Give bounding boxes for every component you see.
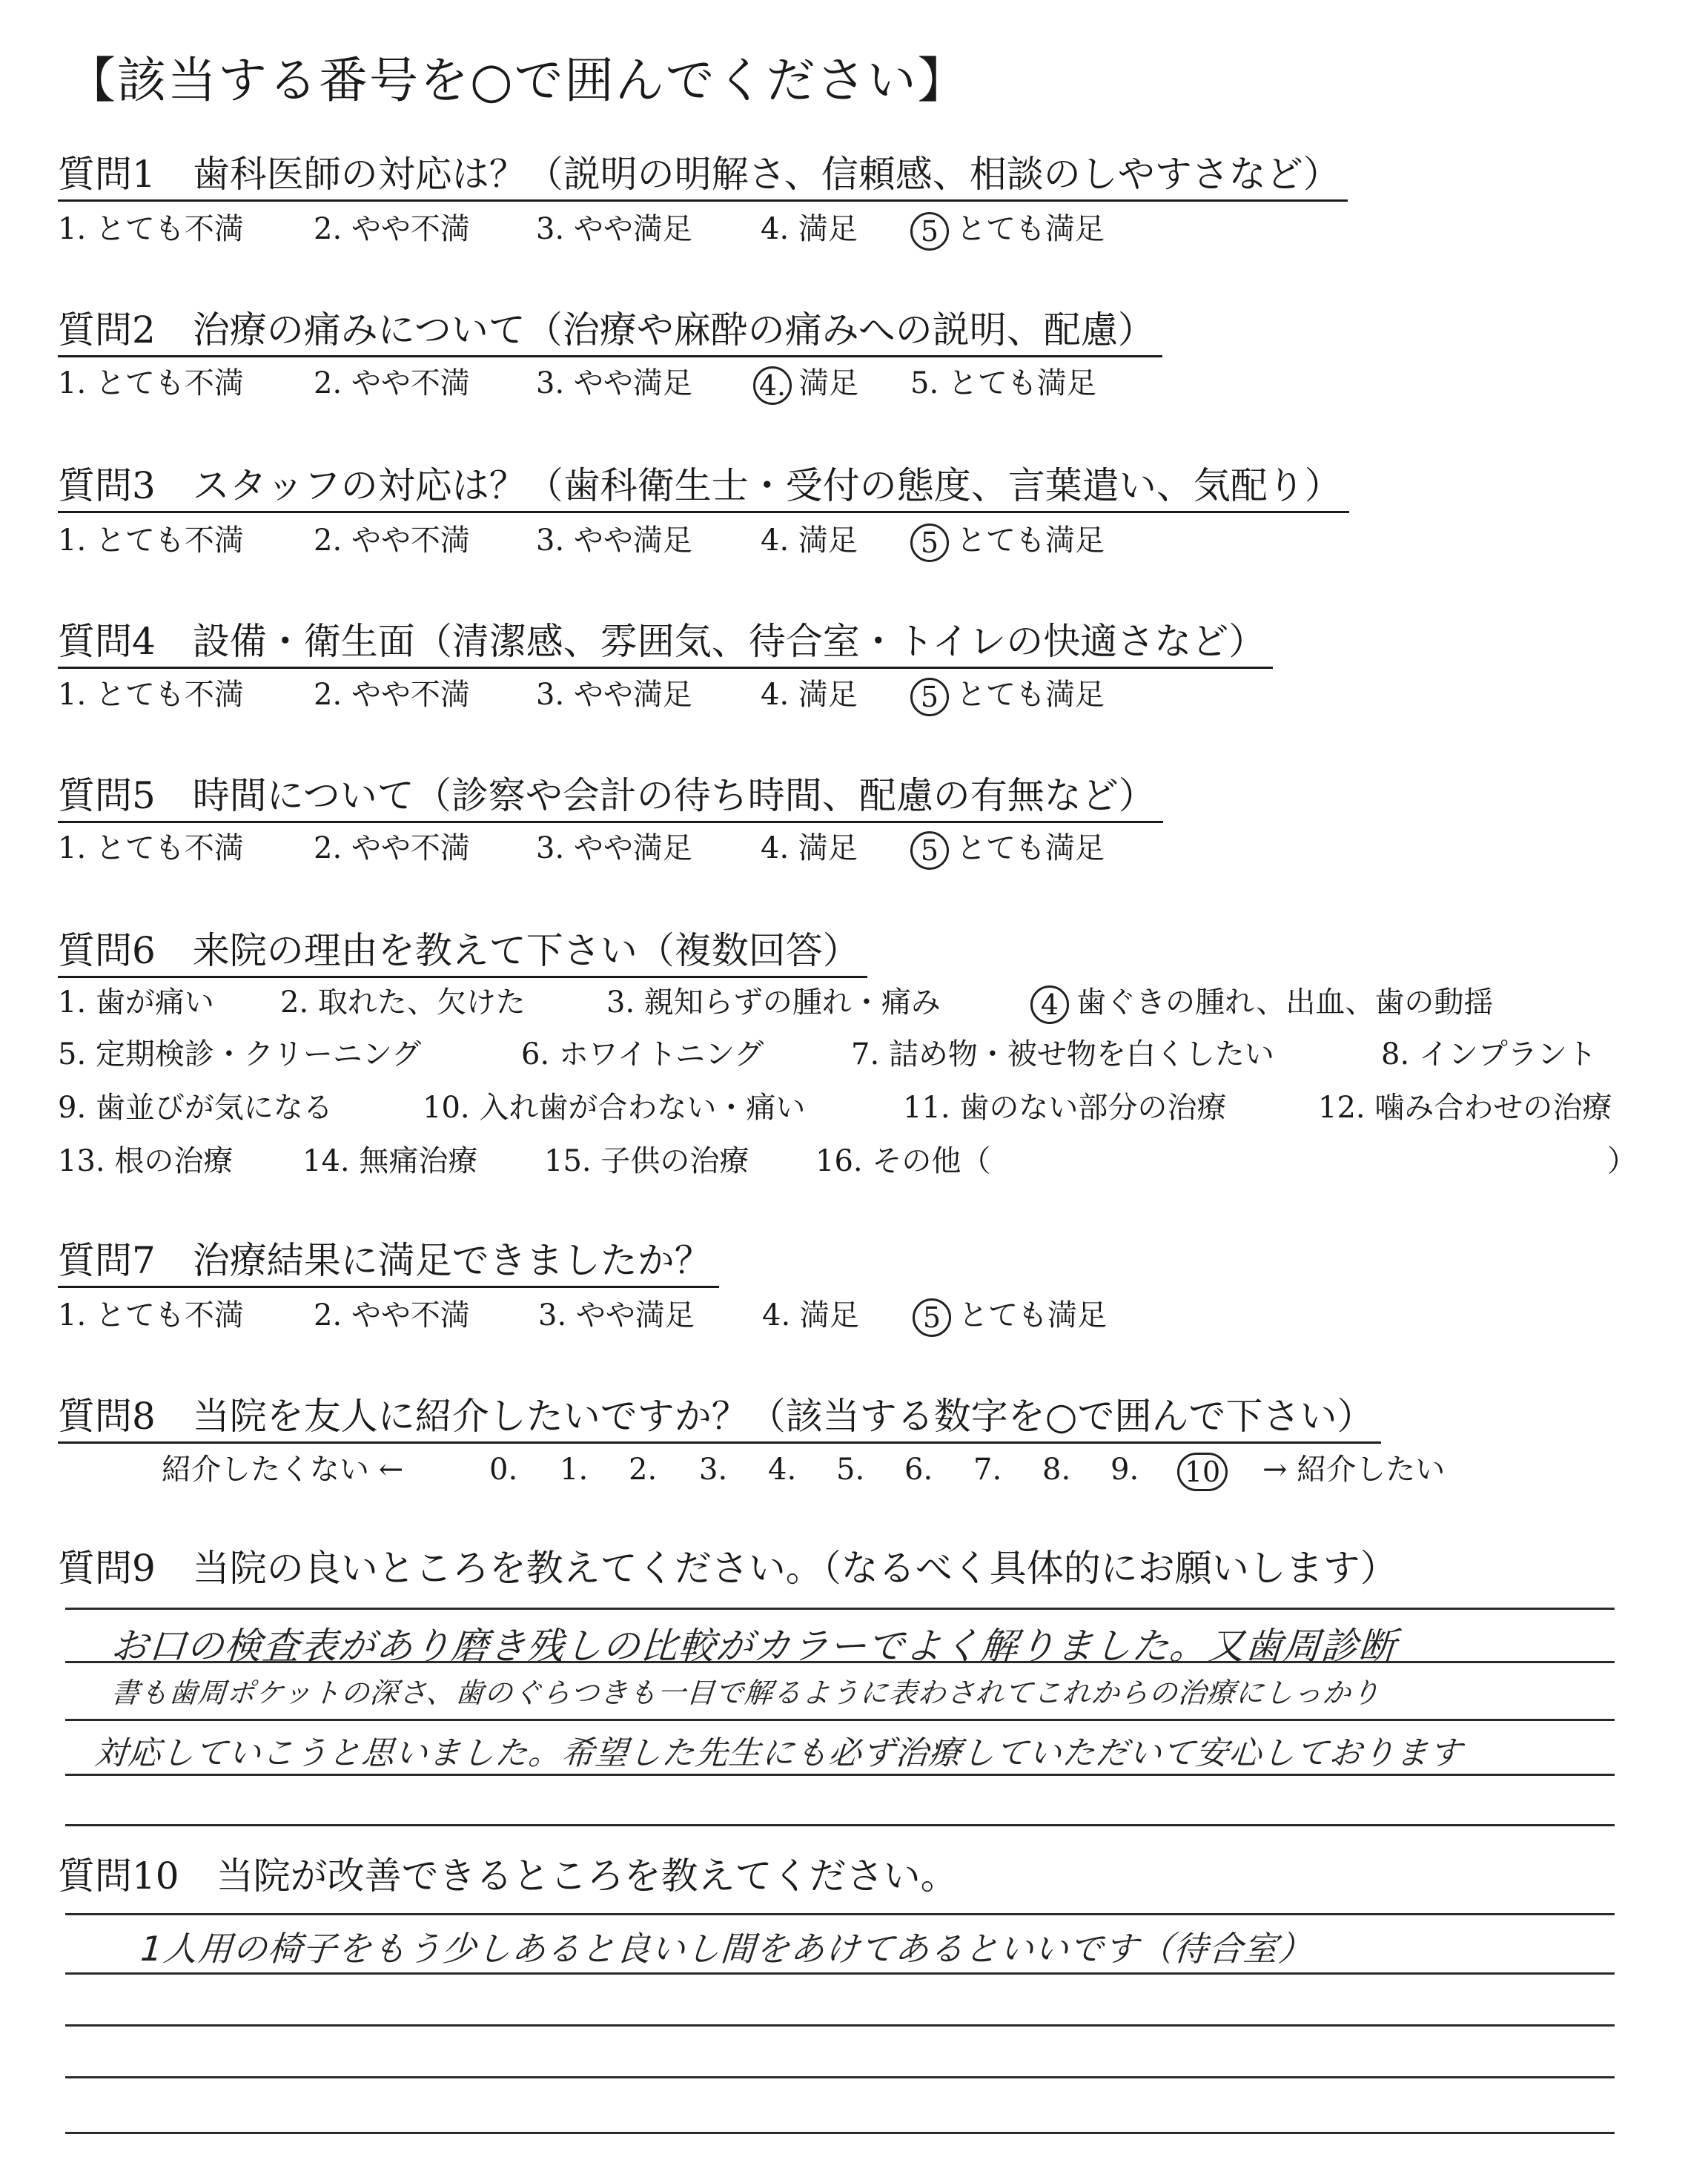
q4-option-1[interactable]: 1. とても不満 [58, 678, 244, 712]
q4-option-4-num: 4. [761, 678, 790, 712]
q9-handwritten-answer-1: お口の検査表があり磨き残しの比較がカラーでよく解りました。又歯周診断 [109, 1625, 1398, 1668]
q7-option-2[interactable]: 2. やや不満 [314, 1298, 470, 1332]
q10-answer-line-2 [65, 1972, 1615, 1975]
q3-option-5-circled: 5 [910, 524, 949, 562]
q9-handwritten-answer-2: 書も歯周ポケットの深さ、歯のぐらつきも一目で解るように表わされてこれからの治療にしっかり [110, 1677, 1382, 1709]
q2-option-5[interactable]: 5. とても満足 [910, 366, 1096, 400]
q6-option-6[interactable]: 6. ホワイトニング [521, 1037, 764, 1071]
q3-option-4[interactable] [761, 523, 858, 558]
q8-option-7[interactable]: 7. [973, 1453, 1002, 1487]
q8-option-5[interactable]: 5. [836, 1453, 865, 1487]
q6-option-2[interactable]: 2. 取れた、欠けた [280, 985, 526, 1020]
q5-option-4-label: 満足 [798, 831, 858, 865]
q2-option-5-label: とても満足 [947, 366, 1096, 400]
q1-option-4-num: 4. [761, 212, 790, 246]
q6-option-8[interactable]: 8. インプラント [1381, 1037, 1597, 1071]
q1-option-2[interactable]: 2. やや不満 [314, 212, 470, 246]
q3-option-1[interactable]: 1. とても不満 [58, 524, 244, 558]
q8-option-2[interactable]: 2. [629, 1453, 658, 1487]
q8-option-3[interactable]: 3. [699, 1453, 728, 1487]
q2-option-3[interactable]: 3. やや満足 [536, 366, 692, 400]
question-6-heading: 質問6 来院の理由を教えて下さい（複数回答） [58, 928, 867, 978]
q8-right-label: → 紹介したい [1262, 1453, 1446, 1487]
q7-option-5-circled: 5 [913, 1298, 951, 1337]
q7-option-5-label: とても満足 [959, 1298, 1107, 1332]
q5-option-5-circled: 5 [910, 831, 949, 870]
q10-answer-line-1 [65, 1913, 1615, 1915]
page-title: 【該当する番号を○で囲んでください】 [67, 52, 968, 109]
q5-option-3[interactable]: 3. やや満足 [536, 831, 692, 865]
q9-answer-line-3 [65, 1719, 1615, 1721]
q3-option-3[interactable]: 3. やや満足 [536, 524, 692, 558]
question-2-heading: 質問2 治療の痛みについて（治療や麻酔の痛みへの説明、配慮） [58, 308, 1162, 357]
question-7-heading: 質問7 治療結果に満足できましたか？ [58, 1238, 719, 1288]
q4-option-5-label: とても満足 [956, 678, 1105, 712]
q5-option-5-label: とても満足 [956, 831, 1105, 865]
q1-option-5-label: とても満足 [956, 212, 1105, 246]
q8-left-label: 紹介したくない ← [162, 1453, 404, 1487]
q3-option-2[interactable]: 2. やや不満 [314, 524, 470, 558]
q8-option-8[interactable]: 8. [1042, 1453, 1071, 1487]
q8-option-10-circled: 10 [1177, 1453, 1228, 1491]
q2-option-4[interactable] [753, 366, 858, 405]
q6-option-10[interactable]: 10. 入れ歯が合わない・痛い [423, 1091, 806, 1125]
question-9-heading: 質問9 当院の良いところを教えてください。（なるべく具体的にお願いします） [58, 1547, 1397, 1590]
q3-option-4-num: 4. [761, 524, 790, 558]
question-5-heading: 質問5 時間について（診察や会計の待ち時間、配慮の有無など） [58, 773, 1163, 823]
q9-answer-line-5 [65, 1824, 1615, 1826]
question-4-heading: 質問4 設備・衛生面（清潔感、雰囲気、待合室・トイレの快適さなど） [58, 619, 1273, 669]
q10-handwritten-answer-1: 1人用の椅子をもう少しあると良いし間をあけてあるといいです（待合室） [139, 1929, 1314, 1969]
q8-option-1[interactable]: 1. [560, 1453, 589, 1487]
question-8-heading: 質問8 当院を友人に紹介したいですか？（該当する数字を○で囲んで下さい） [58, 1394, 1381, 1444]
q9-handwritten-answer-3: 対応していこうと思いました。希望した先生にも必ず治療していただいて安心しております [93, 1734, 1464, 1772]
q7-option-1[interactable]: 1. とても不満 [58, 1298, 244, 1332]
q3-option-5[interactable] [910, 523, 1105, 562]
q3-option-4-label: 満足 [798, 524, 858, 558]
q6-option-9[interactable]: 9. 歯並びが気になる [58, 1091, 333, 1125]
q8-option-10[interactable] [1177, 1452, 1235, 1491]
q8-option-6[interactable]: 6. [904, 1453, 933, 1487]
q3-option-5-label: とても満足 [956, 524, 1105, 558]
q6-option-4-label: 歯ぐきの腫れ、出血、歯の動揺 [1076, 985, 1494, 1020]
q4-option-3[interactable]: 3. やや満足 [536, 678, 692, 712]
q5-option-4[interactable] [761, 830, 858, 866]
q4-option-4-label: 満足 [798, 678, 858, 712]
q1-option-5[interactable] [910, 211, 1105, 251]
q9-answer-line-4 [65, 1774, 1615, 1776]
question-3-heading: 質問3 スタッフの対応は？（歯科衛生士・受付の態度、言葉遣い、気配り） [58, 463, 1349, 513]
q8-option-0[interactable]: 0. [489, 1453, 518, 1487]
q5-option-2[interactable]: 2. やや不満 [314, 831, 470, 865]
q7-option-3[interactable]: 3. やや満足 [538, 1298, 695, 1332]
q2-option-4-label: 満足 [799, 366, 858, 400]
q2-option-1[interactable]: 1. とても不満 [58, 366, 244, 400]
q7-option-4-num: 4. [762, 1298, 791, 1332]
q2-option-2[interactable]: 2. やや不満 [314, 366, 470, 400]
q9-answer-line-1 [65, 1608, 1615, 1610]
q1-option-4[interactable] [761, 211, 858, 247]
q10-answer-line-4 [65, 2076, 1615, 2078]
q6-option-11[interactable]: 11. 歯のない部分の治療 [903, 1091, 1227, 1125]
q10-answer-line-3 [65, 2024, 1615, 2027]
q5-option-4-num: 4. [761, 831, 790, 865]
q4-option-5[interactable] [910, 677, 1105, 716]
q6-option-16[interactable]: 16. その他（ [815, 1144, 991, 1178]
q6-option-14[interactable]: 14. 無痛治療 [302, 1144, 478, 1178]
q2-option-4-circled: 4. [753, 366, 792, 405]
q6-option-12[interactable]: 12. 噛み合わせの治療 [1318, 1091, 1612, 1125]
q1-option-1[interactable]: 1. とても不満 [58, 212, 244, 246]
q1-option-4-label: 満足 [798, 212, 858, 246]
q6-option-13[interactable]: 13. 根の治療 [58, 1144, 234, 1178]
q5-option-5[interactable] [910, 830, 1105, 870]
q1-option-5-circled: 5 [910, 212, 949, 251]
q6-option-3[interactable]: 3. 親知らずの腫れ・痛み [606, 985, 941, 1020]
q6-option-1[interactable]: 1. 歯が痛い [58, 985, 214, 1020]
question-10-heading: 質問10 当院が改善できるところを教えてください。 [58, 1855, 958, 1898]
q6-option-4-circled: 4 [1030, 985, 1069, 1024]
q8-option-4[interactable]: 4. [768, 1453, 797, 1487]
q1-option-3[interactable]: 3. やや満足 [536, 212, 692, 246]
q8-option-9[interactable]: 9. [1110, 1453, 1139, 1487]
q6-option-7[interactable]: 7. 詰め物・被せ物を白くしたい [851, 1037, 1274, 1071]
question-1-heading: 質問1 歯科医師の対応は？（説明の明解さ、信頼感、相談のしやすさなど） [58, 152, 1348, 202]
q7-option-4-label: 満足 [799, 1298, 859, 1332]
q4-option-4[interactable] [761, 677, 858, 713]
q4-option-5-circled: 5 [910, 678, 949, 716]
q6-option-4[interactable] [1030, 985, 1493, 1024]
q10-answer-line-5 [65, 2132, 1615, 2134]
q7-option-4[interactable] [762, 1298, 859, 1333]
q4-option-2[interactable]: 2. やや不満 [314, 678, 470, 712]
q5-option-1[interactable]: 1. とても不満 [58, 831, 244, 865]
q7-option-5[interactable] [913, 1298, 1107, 1337]
q6-option-16-close-paren: ） [1607, 1144, 1637, 1178]
q6-option-5[interactable]: 5. 定期検診・クリーニング [58, 1037, 422, 1071]
q6-option-15[interactable]: 15. 子供の治療 [544, 1144, 749, 1178]
